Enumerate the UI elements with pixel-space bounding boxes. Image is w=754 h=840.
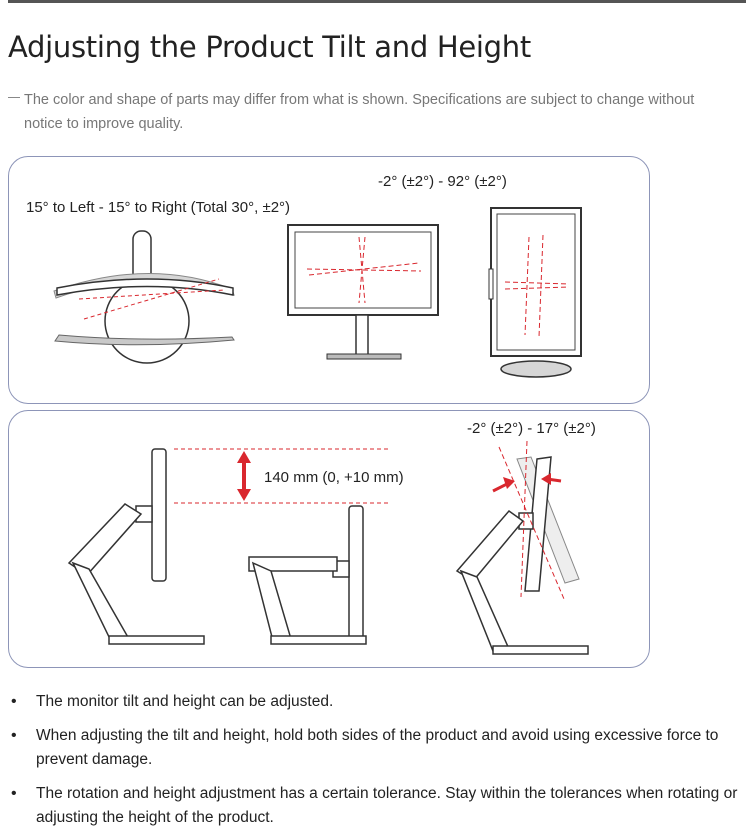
height-tilt-panel xyxy=(8,410,650,668)
height-range-label: 140 mm (0, +10 mm) xyxy=(264,469,404,486)
list-item: • The rotation and height adjustment has a certain tolerance. Stay within the tolerances when rotating or adjusting the height of the product. xyxy=(8,782,748,830)
landscape-monitor-figure xyxy=(288,225,438,359)
notes-list xyxy=(8,690,748,840)
portrait-monitor-figure xyxy=(489,208,581,377)
swivel-monitor-figure xyxy=(54,231,234,363)
pivot-range-label: -2° (±2°) - 92° (±2°) xyxy=(378,173,507,190)
swivel-range-label: 15° to Left - 15° to Right (Total 30°, ±2°) xyxy=(26,199,291,216)
top-rule xyxy=(8,0,746,3)
list-item: • When adjusting the tilt and height, hold both sides of the product and avoid using excessive force to prevent damage. xyxy=(8,724,748,772)
height-tilt-illustration xyxy=(9,411,649,667)
tilt-range-label: -2° (±2°) - 17° (±2°) xyxy=(467,420,596,437)
tilt-monitor-figure xyxy=(457,441,588,654)
height-arrow-figure xyxy=(237,451,251,501)
swivel-pivot-illustration xyxy=(9,157,649,403)
list-item: • The monitor tilt and height can be adjusted. xyxy=(8,690,748,714)
swivel-pivot-panel xyxy=(8,156,650,404)
lowered-monitor-figure xyxy=(249,506,366,644)
note-dash xyxy=(8,97,20,98)
note-text: The color and shape of parts may differ from what is shown. Specifications are subject to change without notice to improve quality. xyxy=(24,92,695,132)
page-title: Adjusting the Product Tilt and Height xyxy=(8,30,531,64)
